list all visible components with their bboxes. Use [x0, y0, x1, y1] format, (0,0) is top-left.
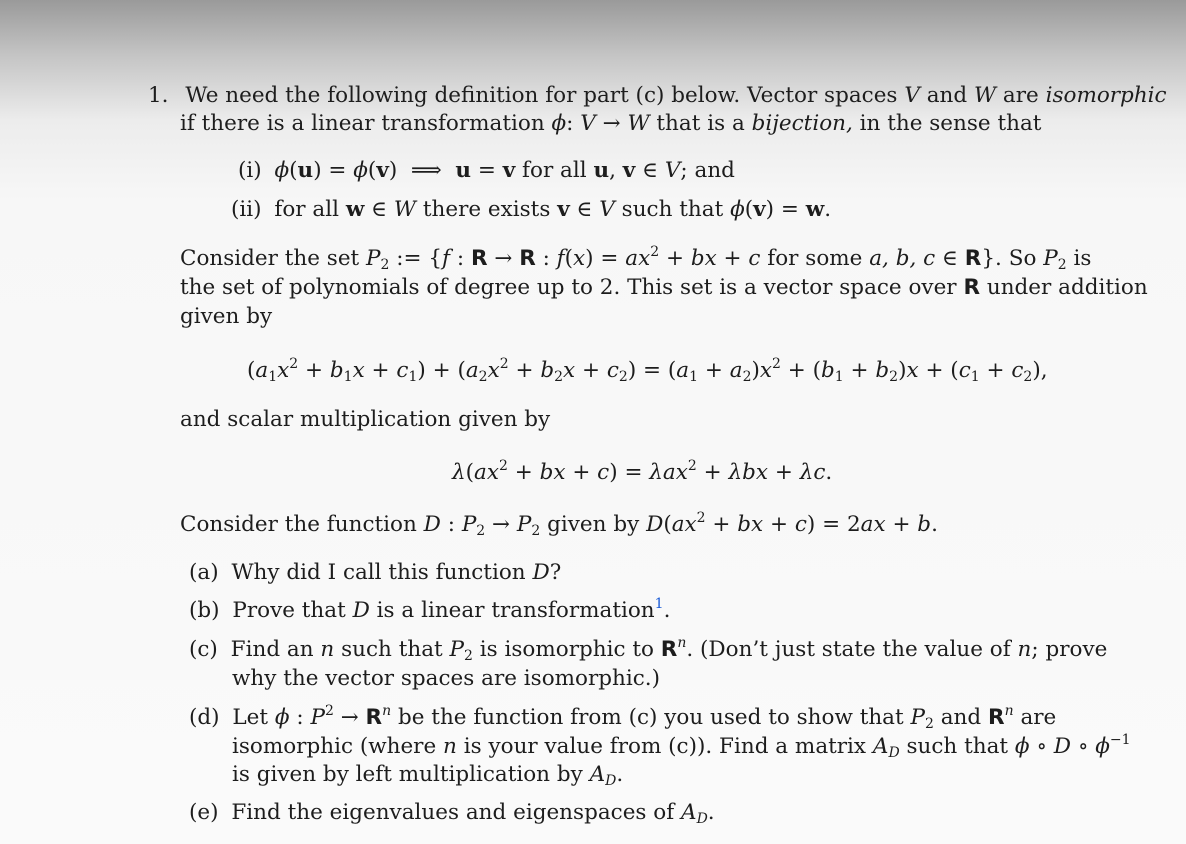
math-V: V: [904, 83, 920, 108]
set-def-text-a: Consider the set: [180, 246, 360, 271]
part-d-text-c: and: [940, 705, 982, 730]
condition-ii: [231, 197, 831, 223]
scalar-text: [180, 407, 550, 433]
part-c-text-a: Find an: [230, 637, 314, 662]
condition-i-math: ϕ(u) = ϕ(v) ⟹ u = v: [274, 158, 516, 183]
set-def-line3: [180, 304, 272, 330]
math-n: n: [320, 637, 335, 662]
condition-ii-text-a: for all: [274, 197, 339, 222]
math-D: D: [352, 598, 370, 623]
math-AD2: $A_D$.: [589, 762, 624, 789]
part-d-text-a: Let: [232, 705, 269, 730]
part-d-math-a: ϕ : $P^2 \to R^n$: [274, 703, 392, 730]
intro-line2-text: if there is a linear transformation: [180, 111, 545, 136]
scalar-equation: $\lambda(ax^2$ + bx + c) = λax$^2$ + λbx + λc.: [452, 458, 833, 485]
part-a-text: Why did I call this function: [231, 560, 526, 585]
part-d-text3: is given by left multiplication by: [232, 762, 583, 787]
condition-ii-text-b: there exists: [422, 197, 551, 222]
part-d-text2-c: such that: [906, 734, 1009, 759]
set-def-math2: a, b, c ∈ R}.: [869, 246, 1002, 271]
set-def-math: $P_2$ := {f : R → R : $f(x) = ax^2$ + bx + c: [366, 244, 761, 273]
math-P2: $P_2$: [449, 637, 473, 664]
set-def-text-c: So: [1008, 246, 1037, 271]
math-phi-map: ϕ: [551, 111, 567, 136]
set-def-text-b: for some: [767, 246, 863, 271]
part-b-text: Prove that: [232, 598, 346, 623]
condition-i-label: (i): [238, 158, 262, 183]
footnote-marker[interactable]: 1: [654, 596, 664, 612]
part-d-line2: [232, 734, 1131, 760]
part-b-text2: is a linear transformation: [376, 598, 655, 623]
part-d-label: (d): [189, 705, 220, 730]
set-def-line3-text: given by: [180, 304, 273, 329]
math-map-expr: : V → W: [566, 111, 650, 136]
condition-ii-math-c: ϕ(v) = w.: [730, 197, 832, 222]
problem-intro-line2: [180, 111, 1041, 137]
part-d-text2-b: is your value from (c)). Find a matrix: [463, 734, 867, 759]
part-d-text-d: are: [1020, 705, 1057, 730]
part-a: (a) Why did I call this function D?: [189, 560, 562, 585]
condition-ii-math-b: v ∈ V: [557, 197, 615, 222]
part-e-text: Find the eigenvalues and eigenspaces of: [231, 800, 675, 825]
function-def-text-a: Consider the function: [180, 512, 417, 537]
set-def-line1: [180, 246, 1091, 272]
part-e: [189, 800, 715, 826]
part-b-label: (b): [189, 598, 220, 623]
set-def-text-d: is: [1073, 246, 1092, 271]
condition-i-math2: u, v ∈ V: [593, 158, 681, 183]
function-def-text-b: given by: [547, 512, 640, 537]
intro-and: and: [926, 83, 968, 108]
intro-line2-text-b: that is a: [656, 111, 745, 136]
isomorphic-term: isomorphic: [1045, 83, 1167, 108]
intro-are: are: [1002, 83, 1039, 108]
math-n3: n: [443, 734, 457, 759]
scalar-text-label: and scalar multiplication given by: [180, 407, 551, 432]
part-d-line1: [189, 705, 1056, 731]
math-W: W: [973, 83, 997, 108]
condition-i: [238, 158, 735, 184]
part-b: (b) Prove that D is a linear transformation$^1$.: [189, 596, 671, 623]
part-c-line1: [189, 637, 1107, 663]
math-D: D: [532, 560, 550, 585]
part-d-text2-a: isomorphic (where: [232, 734, 437, 759]
condition-ii-label: (ii): [231, 197, 262, 222]
intro-line2-text-c: in the sense that: [859, 111, 1042, 136]
part-a-label: (a): [189, 560, 219, 585]
part-c-label: (c): [189, 637, 218, 662]
math-AD: $A_D$: [872, 734, 900, 761]
part-e-label: (e): [189, 800, 219, 825]
part-c-text-e: ; prove: [1031, 637, 1108, 662]
function-def: [180, 512, 938, 538]
part-d-math-b: $P_2$: [910, 705, 934, 732]
set-def-math3: $P_2$: [1043, 246, 1067, 273]
part-d-text-b: be the function from (c) you used to show that: [397, 705, 904, 730]
bijection-term: bijection,: [751, 111, 853, 136]
condition-i-end: ; and: [680, 158, 735, 183]
condition-i-text: for all: [522, 158, 587, 183]
part-c-line2: [232, 666, 660, 692]
part-c-text2: why the vector spaces are isomorphic.): [232, 666, 660, 691]
set-def-line2-text-b: under addition: [986, 275, 1148, 300]
math-Rn: $R^n$.: [660, 635, 694, 662]
math-composition: ϕ ∘ D ∘ $\phi^{-1}$: [1014, 732, 1131, 759]
function-def-math2: $D(ax^2$ + bx + c) = 2ax + b.: [646, 510, 938, 537]
part-c-text-d: (Don’t just state the value of: [700, 637, 1011, 662]
part-d-line3: [232, 762, 623, 788]
part-c-text-c: is isomorphic to: [479, 637, 654, 662]
math-n2: n: [1017, 637, 1032, 662]
intro-text: We need the following definition for part (c) below. Vector spaces: [185, 83, 898, 108]
addition-equation: $(a_1x^2 + b_1x + c_1) + (a_2x^2 + b_2x + c_2) = (a_1 + a_2)x^2 + (b_1 + b_2)x + (c_1 + c_2)$,: [247, 356, 1048, 385]
math-AD3: $A_D$.: [681, 800, 715, 827]
set-def-line2-text: the set of polynomials of degree up to 2. This set is a vector space over: [180, 275, 957, 300]
math-R: R: [963, 275, 980, 300]
condition-ii-text-c: such that: [621, 197, 724, 222]
problem-number: 1.: [148, 83, 169, 108]
problem-intro-line1: [148, 83, 1167, 109]
condition-ii-math-a: w ∈ W: [345, 197, 417, 222]
function-def-math: D : $P_2 \to P_2$: [423, 512, 541, 539]
part-c-text-b: such that: [341, 637, 443, 662]
set-def-line2: [180, 275, 1148, 301]
part-d-math-c: $R^n$: [988, 703, 1014, 730]
